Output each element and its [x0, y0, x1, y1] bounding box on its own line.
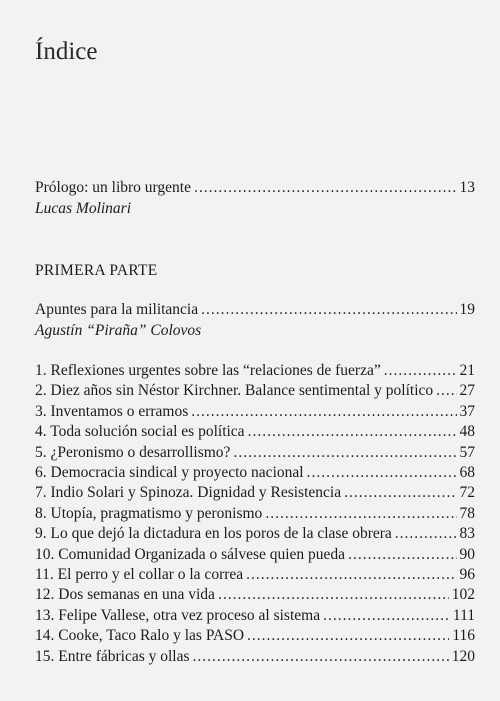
section-heading: PRIMERA PARTE [35, 262, 158, 279]
toc-page-number: 78 [459, 504, 475, 522]
toc-entry-label: 9. Lo que dejó la dictadura en los poros de la clase obrera [35, 525, 392, 543]
toc-entry-apuntes [35, 300, 475, 319]
dot-leader [248, 422, 457, 441]
dot-leader [233, 443, 456, 462]
toc-entry-chapter [35, 422, 475, 441]
toc-entry-label: 3. Inventamos o erramos [35, 402, 189, 420]
toc-entry-chapter [35, 443, 475, 462]
toc-page-number: 96 [459, 566, 475, 583]
toc-entry-label: 14. Cooke, Taco Ralo y las PASO [35, 627, 245, 645]
toc-entry-label: 7. Indio Solari y Spinoza. Dignidad y Resistencia [35, 484, 342, 502]
toc-entry-label: 6. Democracia sindical y proyecto nacional [35, 464, 304, 481]
dot-leader [193, 647, 449, 666]
toc-entry-label: 13. Felipe Vallese, otra vez proceso al sistema [35, 606, 321, 624]
toc-page-number: 90 [459, 545, 475, 563]
dot-leader [344, 483, 456, 502]
toc-page-number: 116 [452, 627, 475, 645]
toc-page-number: 13 [459, 179, 475, 196]
toc-entry-chapter [35, 361, 475, 380]
dot-leader [201, 300, 456, 319]
toc-entry-chapter [35, 585, 475, 604]
page-title: Índice [35, 38, 98, 65]
toc-entry-label: Prólogo: un libro urgente [35, 179, 191, 196]
toc-author-apuntes: Agustín “Piraña” Colovos [35, 322, 202, 339]
dot-leader [384, 361, 457, 380]
dot-leader [307, 463, 457, 482]
toc-entry-chapter [35, 402, 475, 421]
dot-leader [247, 626, 449, 645]
toc-page-number: 102 [451, 586, 475, 604]
toc-entry-label: 5. ¿Peronismo o desarrollismo? [35, 443, 231, 461]
toc-entry-chapter [35, 463, 475, 482]
toc-entry-chapter [35, 504, 475, 523]
toc-entry-chapter [35, 647, 475, 666]
toc-entry-label: 11. El perro y el collar o la correa [35, 566, 244, 583]
toc-page-number: 21 [459, 362, 475, 379]
dot-leader [348, 545, 456, 564]
toc-entry-label: 15. Entre fábricas y ollas [35, 647, 190, 665]
dot-leader [323, 606, 450, 625]
toc-entry-chapter [35, 565, 475, 584]
toc-entry-chapter [35, 545, 475, 564]
toc-entry-chapter [35, 381, 475, 400]
toc-entry-chapter [35, 483, 475, 502]
toc-entry-label: 2. Diez años sin Néstor Kirchner. Balance sentimental y político [35, 382, 434, 400]
toc-page-number: 37 [459, 402, 475, 420]
toc-entry-label: 1. Reflexiones urgentes sobre las “relaciones de fuerza” [35, 362, 381, 379]
toc-page-number: 120 [451, 647, 475, 665]
toc-entry-chapter [35, 524, 475, 543]
toc-entry-label: 10. Comunidad Organizada o sálvese quien pueda [35, 545, 346, 563]
toc-entry-prologue [35, 178, 475, 197]
dot-leader [265, 504, 456, 523]
dot-leader [191, 402, 456, 421]
toc-page-number: 72 [459, 484, 475, 502]
toc-author-prologue: Lucas Molinari [35, 200, 132, 217]
toc-page-number: 83 [459, 525, 475, 543]
toc-page-number: 111 [452, 606, 475, 624]
dot-leader [436, 381, 456, 400]
dot-leader [194, 178, 457, 197]
toc-page-number: 57 [459, 443, 475, 461]
toc-entry-label: 8. Utopía, pragmatismo y peronismo [35, 504, 263, 522]
toc-entry-chapter [35, 606, 475, 625]
toc-entry-label: 12. Dos semanas en una vida [35, 586, 215, 604]
dot-leader [395, 524, 457, 543]
toc-page-number: 48 [459, 423, 475, 441]
toc-page-number: 19 [459, 301, 475, 318]
toc-entry-chapter [35, 626, 475, 645]
toc-page-number: 68 [459, 464, 475, 481]
toc-entry-label: Apuntes para la militancia [35, 301, 199, 318]
dot-leader [218, 585, 449, 604]
toc-page-number: 27 [459, 382, 475, 400]
dot-leader [246, 565, 456, 584]
toc-entry-label: 4. Toda solución social es política [35, 423, 245, 441]
